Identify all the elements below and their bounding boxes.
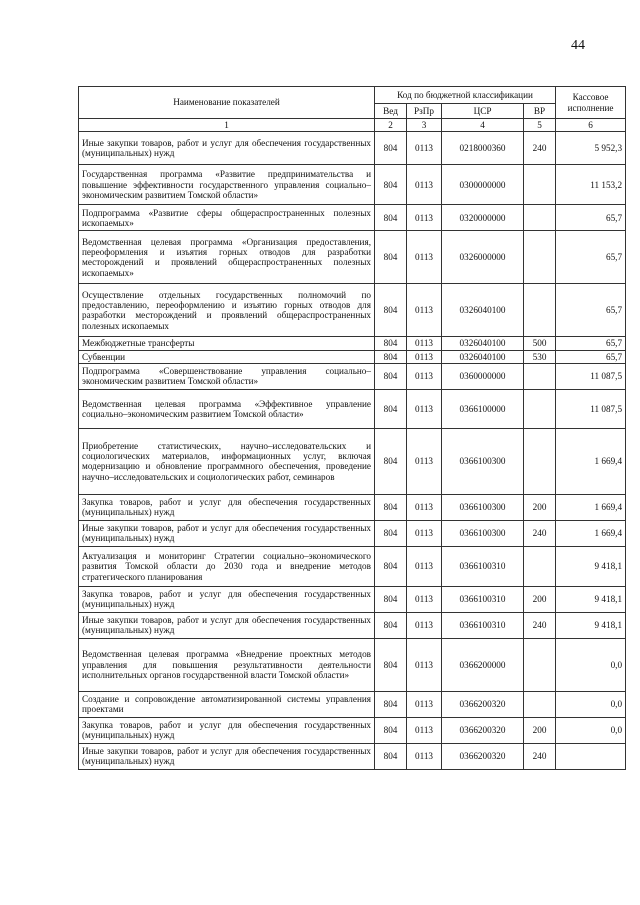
header-rzpr: РзПр: [407, 104, 442, 119]
row-name: Приобретение статистических, научно–исследовательских и социологических материалов, информационных услуг, включая модернизацию и обновление программного обеспечения, проведение научно–исследовательских и социологических работ, семинаров: [79, 428, 375, 494]
row-rzpr: 0113: [407, 717, 442, 743]
row-rzpr: 0113: [407, 743, 442, 769]
row-ved: 804: [375, 520, 407, 546]
col-number: 4: [442, 119, 524, 132]
row-vr: [524, 638, 556, 691]
row-sum: 9 418,1: [556, 546, 626, 586]
row-vr: [524, 546, 556, 586]
table-row: [79, 350, 626, 363]
row-name: Государственная программа «Развитие предпринимательства и повышение эффективности государственного управления социально–экономическим развитием Томской области»: [79, 165, 375, 205]
row-ved: 804: [375, 231, 407, 284]
row-sum: 11 087,5: [556, 389, 626, 428]
page-number: 44: [571, 38, 585, 53]
row-sum: [556, 743, 626, 769]
table-row: [79, 363, 626, 389]
row-sum: 65,7: [556, 231, 626, 284]
row-rzpr: 0113: [407, 231, 442, 284]
row-vr: [524, 165, 556, 205]
table-row: [79, 389, 626, 428]
row-ved: 804: [375, 691, 407, 717]
table-row: [79, 205, 626, 231]
header-code-group: Код по бюджетной классификации: [375, 87, 556, 104]
row-csr: 0366100310: [442, 546, 524, 586]
row-csr: 0366200320: [442, 691, 524, 717]
row-sum: 0,0: [556, 638, 626, 691]
row-rzpr: 0113: [407, 691, 442, 717]
col-number: 6: [556, 119, 626, 132]
row-name: Ведомственная целевая программа «Внедрение проектных методов управления для повышения результативности деятельности исполнительных органов государственной власти Томской области»: [79, 638, 375, 691]
table-row: [79, 546, 626, 586]
row-csr: 0300000000: [442, 165, 524, 205]
header-name: Наименование показателей: [79, 87, 375, 119]
row-sum: 65,7: [556, 205, 626, 231]
row-csr: 0366100300: [442, 428, 524, 494]
row-name: Иные закупки товаров, работ и услуг для обеспечения государственных (муниципальных) нужд: [79, 612, 375, 638]
table-row: [79, 743, 626, 769]
row-vr: [524, 363, 556, 389]
table-row: [79, 612, 626, 638]
budget-table: [78, 86, 626, 770]
row-vr: [524, 428, 556, 494]
row-csr: 0366100000: [442, 389, 524, 428]
row-csr: 0326040100: [442, 284, 524, 337]
row-ved: 804: [375, 717, 407, 743]
row-csr: 0366200320: [442, 743, 524, 769]
row-vr: 240: [524, 612, 556, 638]
row-name: Подпрограмма «Совершенствование управления социально–экономическим развитием Томской области»: [79, 363, 375, 389]
row-csr: 0326000000: [442, 231, 524, 284]
row-sum: 0,0: [556, 691, 626, 717]
row-name: Межбюджетные трансферты: [79, 337, 375, 350]
row-rzpr: 0113: [407, 205, 442, 231]
table-row: [79, 132, 626, 165]
table-row: [79, 520, 626, 546]
row-csr: 0320000000: [442, 205, 524, 231]
row-csr: 0366200000: [442, 638, 524, 691]
row-vr: [524, 205, 556, 231]
row-vr: 200: [524, 494, 556, 520]
row-name: Иные закупки товаров, работ и услуг для обеспечения государственных (муниципальных) нужд: [79, 743, 375, 769]
table-row: [79, 717, 626, 743]
header-vr: ВР: [524, 104, 556, 119]
row-sum: 9 418,1: [556, 586, 626, 612]
row-name: Подпрограмма «Развитие сферы общераспространенных полезных ископаемых»: [79, 205, 375, 231]
row-ved: 804: [375, 546, 407, 586]
col-number: 2: [375, 119, 407, 132]
row-rzpr: 0113: [407, 337, 442, 350]
row-name: Осуществление отдельных государственных полномочий по предоставлению, переоформлению и изъятию горных отводов для разработки месторождений и проявлений общераспространенных полезных ископаемых: [79, 284, 375, 337]
table-row: [79, 586, 626, 612]
row-csr: 0366100310: [442, 612, 524, 638]
row-ved: 804: [375, 284, 407, 337]
row-ved: 804: [375, 612, 407, 638]
row-rzpr: 0113: [407, 165, 442, 205]
row-rzpr: 0113: [407, 586, 442, 612]
row-rzpr: 0113: [407, 350, 442, 363]
row-rzpr: 0113: [407, 546, 442, 586]
row-sum: 1 669,4: [556, 520, 626, 546]
row-sum: 1 669,4: [556, 494, 626, 520]
row-name: Актуализация и мониторинг Стратегии социально–экономического развития Томской области до 2030 года и внедрение методов стратегического планирования: [79, 546, 375, 586]
row-vr: [524, 691, 556, 717]
row-rzpr: 0113: [407, 638, 442, 691]
row-vr: [524, 389, 556, 428]
row-vr: [524, 231, 556, 284]
row-ved: 804: [375, 205, 407, 231]
row-ved: 804: [375, 743, 407, 769]
table-row: [79, 638, 626, 691]
row-sum: 65,7: [556, 337, 626, 350]
col-number: 5: [524, 119, 556, 132]
row-sum: 9 418,1: [556, 612, 626, 638]
row-rzpr: 0113: [407, 363, 442, 389]
row-name: Иные закупки товаров, работ и услуг для обеспечения государственных (муниципальных) нужд: [79, 520, 375, 546]
row-rzpr: 0113: [407, 132, 442, 165]
row-sum: 65,7: [556, 284, 626, 337]
row-name: Ведомственная целевая программа «Организация предоставления, переоформления и изъятия горных отводов для разработки месторождений и проявлений общераспространенных полезных ископаемых»: [79, 231, 375, 284]
row-ved: 804: [375, 165, 407, 205]
row-sum: 65,7: [556, 350, 626, 363]
table-row: [79, 494, 626, 520]
row-ved: 804: [375, 337, 407, 350]
row-ved: 804: [375, 389, 407, 428]
table-row: [79, 284, 626, 337]
row-name: Закупка товаров, работ и услуг для обеспечения государственных (муниципальных) нужд: [79, 717, 375, 743]
table-row: [79, 691, 626, 717]
row-sum: 11 087,5: [556, 363, 626, 389]
row-sum: 11 153,2: [556, 165, 626, 205]
row-name: Закупка товаров, работ и услуг для обеспечения государственных (муниципальных) нужд: [79, 586, 375, 612]
table-row: [79, 231, 626, 284]
row-rzpr: 0113: [407, 284, 442, 337]
row-csr: 0366200320: [442, 717, 524, 743]
row-vr: 200: [524, 717, 556, 743]
table-row: [79, 165, 626, 205]
table-row: [79, 428, 626, 494]
row-ved: 804: [375, 494, 407, 520]
row-csr: 0360000000: [442, 363, 524, 389]
row-rzpr: 0113: [407, 612, 442, 638]
row-vr: 240: [524, 520, 556, 546]
row-vr: 240: [524, 132, 556, 165]
row-vr: 240: [524, 743, 556, 769]
row-sum: 5 952,3: [556, 132, 626, 165]
row-ved: 804: [375, 350, 407, 363]
row-csr: 0326040100: [442, 337, 524, 350]
header-ved: Вед: [375, 104, 407, 119]
row-sum: 0,0: [556, 717, 626, 743]
row-rzpr: 0113: [407, 428, 442, 494]
table-row: [79, 337, 626, 350]
row-csr: 0326040100: [442, 350, 524, 363]
header-csr: ЦСР: [442, 104, 524, 119]
row-csr: 0366100300: [442, 494, 524, 520]
row-csr: 0218000360: [442, 132, 524, 165]
row-csr: 0366100300: [442, 520, 524, 546]
header-kassa: Кассовое исполнение: [556, 87, 626, 119]
row-name: Создание и сопровождение автоматизированной системы управления проектами: [79, 691, 375, 717]
row-ved: 804: [375, 586, 407, 612]
row-name: Иные закупки товаров, работ и услуг для обеспечения государственных (муниципальных) нужд: [79, 132, 375, 165]
row-rzpr: 0113: [407, 520, 442, 546]
row-name: Закупка товаров, работ и услуг для обеспечения государственных (муниципальных) нужд: [79, 494, 375, 520]
col-number: 1: [79, 119, 375, 132]
row-ved: 804: [375, 428, 407, 494]
row-name: Субвенции: [79, 350, 375, 363]
row-ved: 804: [375, 638, 407, 691]
row-vr: [524, 284, 556, 337]
row-vr: 200: [524, 586, 556, 612]
row-vr: 530: [524, 350, 556, 363]
row-name: Ведомственная целевая программа «Эффективное управление социально–экономическим развитием Томской области»: [79, 389, 375, 428]
col-number: 3: [407, 119, 442, 132]
row-vr: 500: [524, 337, 556, 350]
row-csr: 0366100310: [442, 586, 524, 612]
row-rzpr: 0113: [407, 494, 442, 520]
row-sum: 1 669,4: [556, 428, 626, 494]
row-rzpr: 0113: [407, 389, 442, 428]
row-ved: 804: [375, 363, 407, 389]
row-ved: 804: [375, 132, 407, 165]
